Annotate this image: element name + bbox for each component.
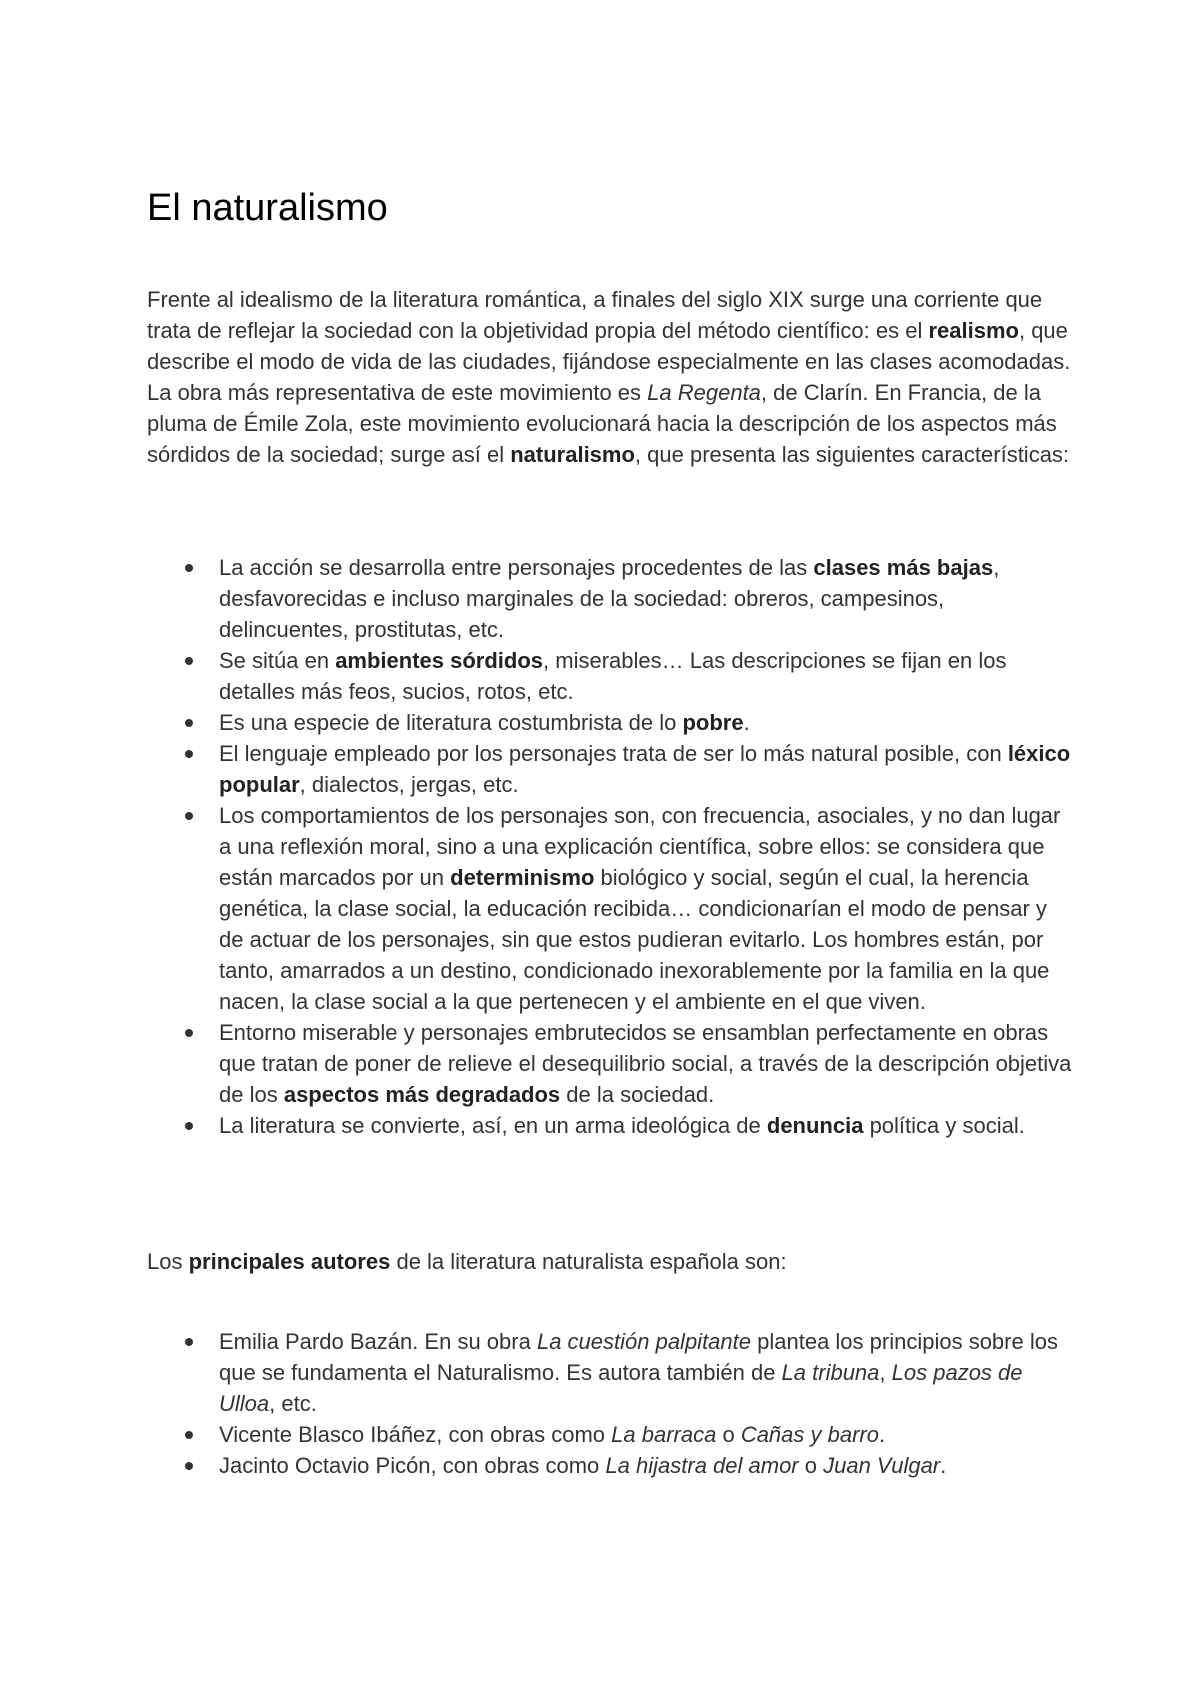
intro-text-4: , que presenta las siguientes características:: [634, 442, 1070, 467]
list-item-text: ,: [879, 1360, 892, 1385]
list-item: [147, 707, 1077, 738]
list-item-text: de la sociedad.: [560, 1082, 715, 1107]
list-item-text: política y social.: [863, 1113, 1025, 1138]
list-item-bold: clases más bajas: [813, 555, 994, 580]
bullet-dot-icon: [185, 1029, 193, 1037]
features-list: [147, 552, 1077, 1141]
list-item-bold: aspectos más degradados: [283, 1082, 561, 1107]
list-item-text: , miserables… Las descripciones se fijan en los detalles más feos, sucios, rotos, etc.: [219, 648, 1007, 704]
list-item-text: .: [743, 710, 750, 735]
authors-intro-text: de la literatura naturalista española son:: [390, 1249, 787, 1274]
list-item-text: .: [940, 1453, 947, 1478]
list-item-text: La acción se desarrolla entre personajes procedentes de las: [219, 555, 814, 580]
list-item: [147, 1017, 1077, 1110]
bullet-dot-icon: [185, 564, 193, 572]
list-item: [147, 1450, 1077, 1481]
intro-italic-la-regenta: La Regenta: [647, 380, 761, 405]
bullet-dot-icon: [185, 1338, 193, 1346]
list-item-text: Los comportamientos de los personajes son, con frecuencia, asociales, y no dan lugar a una reflexión moral, sino a una explicación científica, sobre ellos: se considera que están marcados por un: [219, 803, 1061, 890]
list-item: [147, 1110, 1077, 1141]
list-item-bold: denuncia: [766, 1113, 864, 1138]
list-item-text: Entorno miserable y personajes embrutecidos se ensamblan perfectamente en obras que tratan de poner de relieve el desequilibrio social, a través de la descripción objetiva de los: [219, 1020, 1072, 1107]
authors-list: [147, 1326, 1077, 1481]
list-item-text: o: [798, 1453, 824, 1478]
list-item-text: , desfavorecidas e incluso marginales de la sociedad: obreros, campesinos, delincuentes, prostitutas, etc.: [219, 555, 1000, 642]
work-title: Juan Vulgar: [823, 1453, 941, 1478]
list-item: [147, 800, 1077, 1017]
bullet-dot-icon: [185, 719, 193, 727]
list-item-text: , etc.: [269, 1391, 317, 1416]
authors-intro-bold: principales autores: [188, 1249, 391, 1274]
bullet-dot-icon: [185, 812, 193, 820]
list-item-text: o: [716, 1422, 741, 1447]
list-item-text: biológico y social, según el cual, la herencia genética, la clase social, la educación recibida… condicionarían el modo de pensar y de actuar de los personajes, sin que estos pudieran evitarlo. Los hombres están, por tanto, amarrados a un destino, condicionado inexorablemente por la familia en la que nacen, la clase social a la que pertenecen y el ambiente en el que viven.: [219, 865, 1050, 1014]
list-item-text: El lenguaje empleado por los personajes trata de ser lo más natural posible, con: [219, 741, 1008, 766]
list-item-bold: ambientes sórdidos: [335, 648, 544, 673]
list-item-bold: léxico popular: [219, 741, 1071, 797]
intro-text-2: , que describe el modo de vida de las ciudades, fijándose especialmente en las clases acomodadas. La obra más representativa de este movimiento es: [147, 318, 1071, 405]
list-item-text: Se sitúa en: [219, 648, 336, 673]
work-title: Cañas y barro: [740, 1422, 879, 1447]
list-item: [147, 1326, 1077, 1419]
list-item-text: , dialectos, jergas, etc.: [299, 772, 519, 797]
list-item-text: Es una especie de literatura costumbrista de lo: [219, 710, 683, 735]
bullet-dot-icon: [185, 750, 193, 758]
authors-intro-paragraph: [147, 1246, 1072, 1277]
intro-text-3: , de Clarín. En Francia, de la pluma de Émile Zola, este movimiento evolucionará hacia la descripción de los aspectos más sórdidos de la sociedad; surge así el: [147, 380, 1057, 467]
page-title: El naturalismo: [147, 187, 388, 229]
list-item: [147, 738, 1077, 800]
list-item-bold: pobre: [682, 710, 744, 735]
work-title: La tribuna: [781, 1360, 880, 1385]
list-item-text: La literatura se convierte, así, en un arma ideológica de: [219, 1113, 767, 1138]
bullet-dot-icon: [185, 1462, 193, 1470]
list-item: [147, 1419, 1077, 1450]
list-item-bold: determinismo: [450, 865, 595, 890]
work-title: Los pazos de Ulloa: [219, 1360, 1023, 1416]
bullet-dot-icon: [185, 1431, 193, 1439]
authors-intro-text: Los: [147, 1249, 189, 1274]
work-title: La hijastra del amor: [605, 1453, 799, 1478]
work-title: La cuestión palpitante: [536, 1329, 752, 1354]
list-item-text: plantea los principios sobre los que se fundamenta el Naturalismo. Es autora también de: [219, 1329, 1058, 1385]
intro-bold-naturalismo: naturalismo: [510, 442, 635, 467]
list-item-text: Jacinto Octavio Picón, con obras como: [219, 1453, 606, 1478]
list-item-text: .: [879, 1422, 886, 1447]
list-item-text: Emilia Pardo Bazán. En su obra: [219, 1329, 537, 1354]
list-item: [147, 552, 1077, 645]
intro-paragraph: [147, 284, 1072, 470]
intro-bold-realismo: realismo: [928, 318, 1019, 343]
bullet-dot-icon: [185, 1122, 193, 1130]
list-item-text: Vicente Blasco Ibáñez, con obras como: [219, 1422, 612, 1447]
list-item: [147, 645, 1077, 707]
bullet-dot-icon: [185, 657, 193, 665]
intro-text-1: Frente al idealismo de la literatura romántica, a finales del siglo XIX surge una corriente que trata de reflejar la sociedad con la objetividad propia del método científico: es el: [147, 287, 1043, 343]
work-title: La barraca: [611, 1422, 717, 1447]
